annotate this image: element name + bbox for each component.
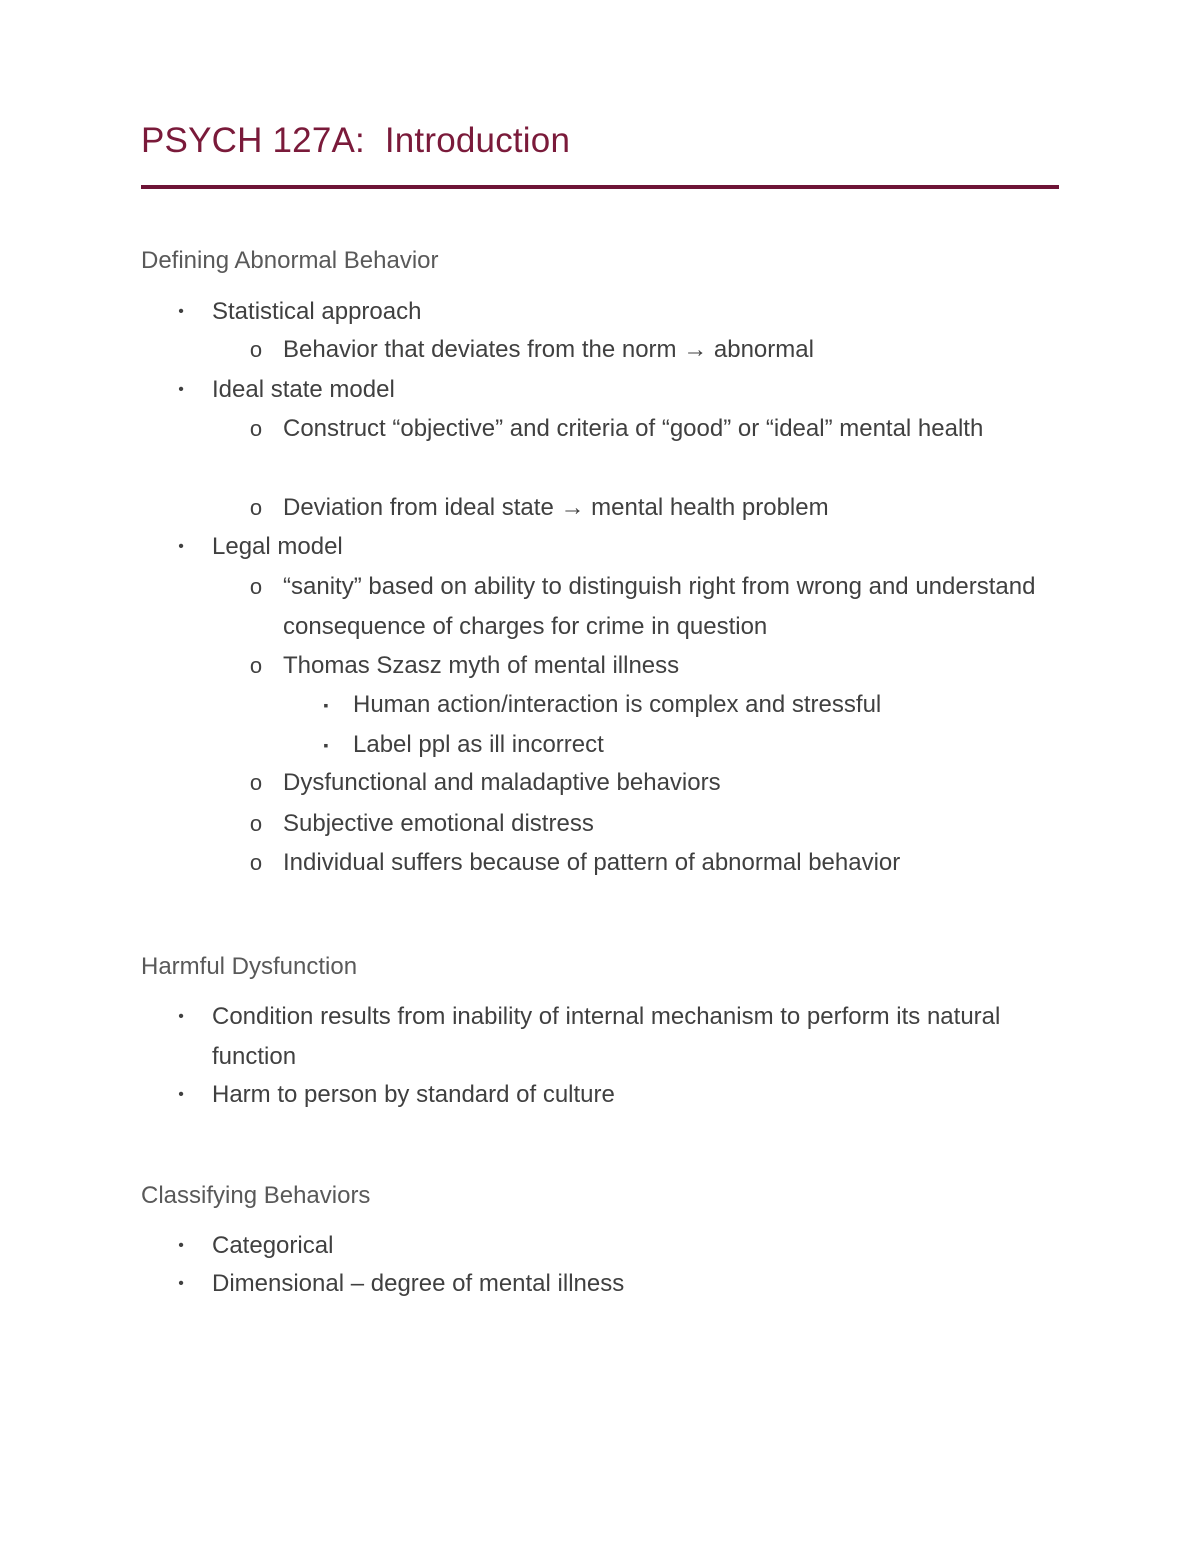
right-arrow-icon: → <box>683 336 708 363</box>
bullet-icon: • <box>178 1008 184 1025</box>
circle-bullet-icon: o <box>249 574 263 599</box>
bullet-icon: • <box>178 1086 184 1103</box>
section-heading-harmful-dysfunction: Harmful Dysfunction <box>141 953 358 980</box>
list-item: Condition results from inability of internal mechanism to perform its natural function <box>212 1003 1001 1070</box>
list-item: Individual suffers because of pattern of abnormal behavior <box>283 849 901 876</box>
list-item: Thomas Szasz myth of mental illness <box>283 652 680 679</box>
circle-bullet-icon: o <box>249 770 263 795</box>
list-item: Dimensional – degree of mental illness <box>212 1270 625 1297</box>
bullet-icon: • <box>178 1275 184 1292</box>
bullet-icon: • <box>178 1237 184 1254</box>
list-item: Statistical approach <box>212 298 422 325</box>
section-heading-defining-abnormal-behavior: Defining Abnormal Behavior <box>141 247 439 274</box>
list-item: Label ppl as ill incorrect <box>353 731 604 758</box>
title-divider <box>141 185 1059 189</box>
item-text: abnormal <box>707 336 814 363</box>
item-text: Behavior that deviates from the norm <box>283 336 684 363</box>
list-item: Human action/interaction is complex and stressful <box>353 691 882 718</box>
list-item <box>283 330 1043 370</box>
right-arrow-icon: → <box>560 494 585 521</box>
list-item: Dysfunctional and maladaptive behaviors <box>283 769 721 796</box>
page-title: PSYCH 127A: Introduction <box>141 121 571 160</box>
square-bullet-icon: ▪ <box>323 737 329 753</box>
item-text: mental health problem <box>584 494 829 521</box>
list-item: Subjective emotional distress <box>283 810 594 837</box>
list-item: “sanity” based on ability to distinguish right from wrong and understand consequence of charges for crime in question <box>283 573 1036 640</box>
circle-bullet-icon: o <box>249 416 263 441</box>
list-item: Legal model <box>212 533 343 560</box>
circle-bullet-icon: o <box>249 850 263 875</box>
list-item: Ideal state model <box>212 376 395 403</box>
item-text: Deviation from ideal state <box>283 494 561 521</box>
circle-bullet-icon: o <box>249 811 263 836</box>
circle-bullet-icon: o <box>249 653 263 678</box>
circle-bullet-icon: o <box>249 495 263 520</box>
section-heading-classifying-behaviors: Classifying Behaviors <box>141 1182 371 1209</box>
list-item: Categorical <box>212 1232 334 1259</box>
list-item <box>283 488 1043 528</box>
bullet-icon: • <box>178 538 184 555</box>
list-item: Construct “objective” and criteria of “good” or “ideal” mental health <box>283 415 984 442</box>
bullet-icon: • <box>178 303 184 320</box>
list-item: Harm to person by standard of culture <box>212 1081 615 1108</box>
square-bullet-icon: ▪ <box>323 697 329 713</box>
bullet-icon: • <box>178 381 184 398</box>
circle-bullet-icon: o <box>249 337 263 362</box>
